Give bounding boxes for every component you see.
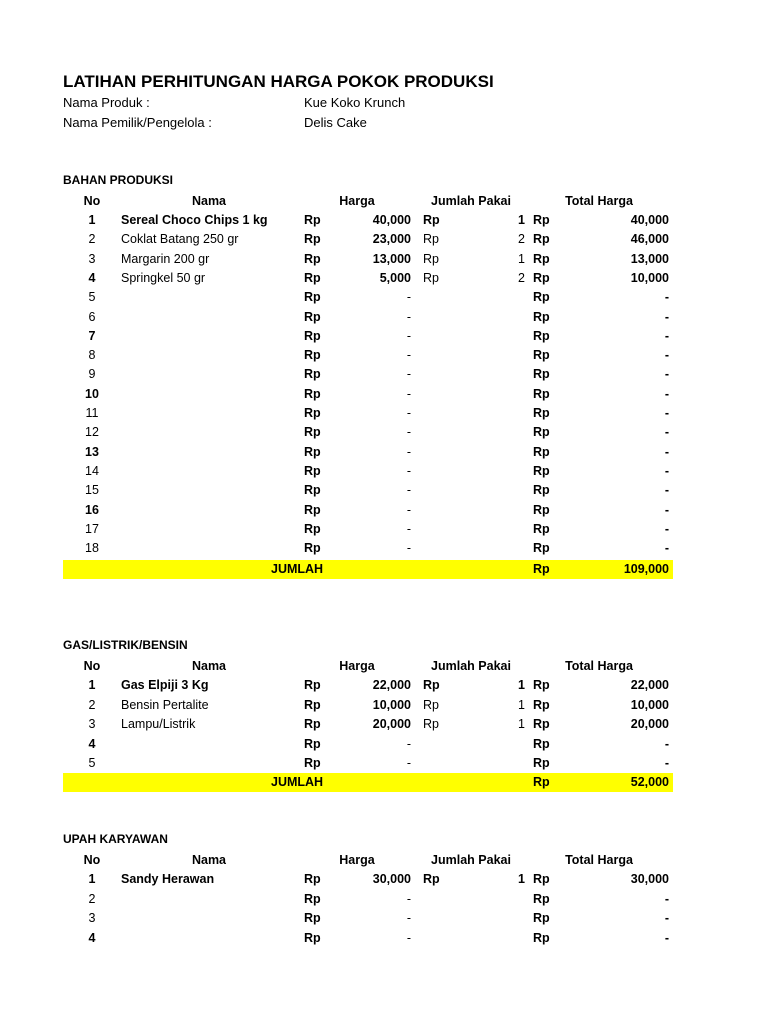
row-harga[interactable]: 10,000 xyxy=(372,697,411,712)
row-total-currency: Rp xyxy=(533,891,550,906)
header-no: No xyxy=(83,659,101,673)
header-harga: Harga xyxy=(339,194,375,208)
table-header xyxy=(63,657,673,676)
row-harga[interactable]: - xyxy=(406,911,411,925)
row-total: - xyxy=(664,367,669,382)
row-harga[interactable]: - xyxy=(406,483,411,498)
row-qty-currency: Rp xyxy=(423,251,439,266)
row-harga[interactable]: - xyxy=(406,463,411,478)
header-jumlah-pakai: Jumlah Pakai xyxy=(431,194,511,208)
row-harga-currency: Rp xyxy=(304,872,321,886)
row-total-currency: Rp xyxy=(533,756,550,770)
product-name-label: Nama Produk : xyxy=(63,95,150,110)
section-title: GAS/LISTRIK/BENSIN xyxy=(63,638,188,652)
header-total-harga: Total Harga xyxy=(565,853,633,867)
table-row xyxy=(63,501,673,520)
table-row xyxy=(63,696,673,715)
row-harga-currency: Rp xyxy=(304,309,321,324)
table-row xyxy=(63,481,673,500)
row-nama[interactable]: Springkel 50 gr xyxy=(121,270,206,285)
row-no: 4 xyxy=(88,930,96,945)
row-total: 22,000 xyxy=(630,678,669,692)
row-nama[interactable]: Sereal Choco Chips 1 kg xyxy=(121,213,268,227)
row-harga-currency: Rp xyxy=(304,521,321,536)
row-harga-currency: Rp xyxy=(304,406,321,420)
row-total: - xyxy=(664,930,669,945)
row-total: 40,000 xyxy=(630,213,669,227)
row-harga-currency: Rp xyxy=(304,717,321,731)
row-total: - xyxy=(664,463,669,478)
row-no: 6 xyxy=(88,309,96,324)
row-harga[interactable]: - xyxy=(406,521,411,536)
row-total-currency: Rp xyxy=(533,521,550,536)
row-total-currency: Rp xyxy=(533,541,550,556)
table-header xyxy=(63,851,673,870)
row-nama[interactable]: Bensin Pertalite xyxy=(121,697,209,712)
row-qty[interactable]: 1 xyxy=(518,872,525,886)
table-row xyxy=(63,676,673,695)
row-no: 18 xyxy=(85,541,99,556)
row-harga-currency: Rp xyxy=(304,232,321,247)
row-total: - xyxy=(664,521,669,536)
row-total: - xyxy=(664,328,669,343)
row-total: - xyxy=(664,502,669,517)
row-no: 8 xyxy=(88,348,96,363)
row-qty-currency: Rp xyxy=(423,213,440,227)
row-harga-currency: Rp xyxy=(304,386,321,401)
row-harga-currency: Rp xyxy=(304,756,321,770)
row-qty-currency: Rp xyxy=(423,678,440,692)
row-harga[interactable]: - xyxy=(406,502,411,517)
row-harga[interactable]: - xyxy=(406,736,411,751)
row-harga[interactable]: 5,000 xyxy=(379,270,411,285)
row-nama[interactable]: Margarin 200 gr xyxy=(121,251,210,266)
row-total: - xyxy=(664,290,669,305)
row-no: 16 xyxy=(85,502,99,517)
row-harga-currency: Rp xyxy=(304,697,321,712)
row-no: 4 xyxy=(88,736,96,751)
table-row xyxy=(63,308,673,327)
row-no: 2 xyxy=(88,232,96,247)
table-row xyxy=(63,909,673,928)
section-title: UPAH KARYAWAN xyxy=(63,832,168,846)
row-total: 10,000 xyxy=(630,697,669,712)
row-total-currency: Rp xyxy=(533,270,550,285)
table-row xyxy=(63,715,673,734)
row-harga-currency: Rp xyxy=(304,367,321,382)
row-total-currency: Rp xyxy=(533,463,550,478)
table-row xyxy=(63,365,673,384)
row-no: 3 xyxy=(88,251,96,266)
table-row xyxy=(63,211,673,230)
row-total: - xyxy=(664,483,669,498)
row-total: - xyxy=(664,911,669,925)
table-row xyxy=(63,346,673,365)
row-harga[interactable]: - xyxy=(406,328,411,343)
row-qty-currency: Rp xyxy=(423,717,439,731)
row-qty[interactable]: 1 xyxy=(518,697,525,712)
row-harga[interactable]: - xyxy=(406,930,411,945)
owner-label: Nama Pemilik/Pengelola : xyxy=(63,115,212,130)
row-harga[interactable]: - xyxy=(406,406,411,420)
row-total: 46,000 xyxy=(630,232,669,247)
product-name-value: Kue Koko Krunch xyxy=(304,95,406,110)
row-no: 10 xyxy=(85,386,99,401)
row-harga-currency: Rp xyxy=(304,736,321,751)
row-harga-currency: Rp xyxy=(304,213,321,227)
table-row xyxy=(63,404,673,423)
row-total-currency: Rp xyxy=(533,386,550,401)
table-row xyxy=(63,443,673,462)
row-total-currency: Rp xyxy=(533,406,550,420)
row-harga-currency: Rp xyxy=(304,270,321,285)
table-row xyxy=(63,250,673,269)
row-harga[interactable]: - xyxy=(406,425,411,440)
table-row xyxy=(63,929,673,948)
jumlah-currency: Rp xyxy=(533,775,550,789)
row-qty-currency: Rp xyxy=(423,697,439,712)
row-total-currency: Rp xyxy=(533,678,550,692)
header-nama: Nama xyxy=(191,194,227,208)
row-qty[interactable]: 1 xyxy=(518,717,525,731)
row-nama[interactable]: Gas Elpiji 3 Kg xyxy=(121,678,209,692)
row-harga-currency: Rp xyxy=(304,678,321,692)
header-jumlah-pakai: Jumlah Pakai xyxy=(431,659,511,673)
row-harga-currency: Rp xyxy=(304,463,321,478)
row-no: 1 xyxy=(88,213,96,227)
row-harga-currency: Rp xyxy=(304,891,321,906)
header-harga: Harga xyxy=(339,659,375,673)
row-harga[interactable]: 40,000 xyxy=(372,213,411,227)
row-harga-currency: Rp xyxy=(304,348,321,363)
jumlah-total: 52,000 xyxy=(630,775,669,789)
row-no: 5 xyxy=(88,290,96,305)
table-row xyxy=(63,288,673,307)
row-harga[interactable]: 13,000 xyxy=(372,251,411,266)
row-no: 13 xyxy=(85,444,99,459)
table-row xyxy=(63,423,673,442)
row-harga[interactable]: 30,000 xyxy=(372,872,411,886)
row-total: 30,000 xyxy=(630,872,669,886)
row-total: - xyxy=(664,425,669,440)
table-row xyxy=(63,327,673,346)
row-harga-currency: Rp xyxy=(304,502,321,517)
jumlah-total: 109,000 xyxy=(623,562,669,576)
row-no: 1 xyxy=(88,678,96,692)
row-harga-currency: Rp xyxy=(304,251,321,266)
header-no: No xyxy=(83,194,101,208)
page-title: LATIHAN PERHITUNGAN HARGA POKOK PRODUKSI xyxy=(63,72,494,91)
row-harga[interactable]: - xyxy=(406,541,411,556)
row-total: 10,000 xyxy=(630,270,669,285)
row-total-currency: Rp xyxy=(533,328,550,343)
row-total: - xyxy=(664,444,669,459)
row-qty[interactable]: 1 xyxy=(518,213,525,227)
jumlah-label: JUMLAH xyxy=(271,562,324,576)
row-no: 2 xyxy=(88,697,96,712)
jumlah-row xyxy=(63,560,673,579)
row-total: 13,000 xyxy=(630,251,669,266)
row-harga[interactable]: - xyxy=(406,756,411,770)
row-harga[interactable]: - xyxy=(406,367,411,382)
row-no: 17 xyxy=(85,521,99,536)
header-harga: Harga xyxy=(339,853,375,867)
row-qty[interactable]: 2 xyxy=(518,270,525,285)
row-total: 20,000 xyxy=(630,717,669,731)
row-total: - xyxy=(664,406,669,420)
row-nama[interactable]: Lampu/Listrik xyxy=(121,717,196,731)
row-nama[interactable]: Sandy Herawan xyxy=(121,872,215,886)
row-total-currency: Rp xyxy=(533,309,550,324)
row-total-currency: Rp xyxy=(533,502,550,517)
row-harga-currency: Rp xyxy=(304,444,321,459)
jumlah-currency: Rp xyxy=(533,562,550,576)
row-total: - xyxy=(664,348,669,363)
jumlah-row xyxy=(63,773,673,792)
row-total-currency: Rp xyxy=(533,232,550,247)
row-harga[interactable]: 22,000 xyxy=(372,678,411,692)
table-row xyxy=(63,890,673,909)
row-harga-currency: Rp xyxy=(304,425,321,440)
owner-value: Delis Cake xyxy=(304,115,367,130)
row-total: - xyxy=(664,891,669,906)
row-qty[interactable]: 1 xyxy=(518,678,525,692)
header-total-harga: Total Harga xyxy=(565,659,633,673)
row-no: 12 xyxy=(85,425,99,440)
row-no: 3 xyxy=(88,717,96,731)
row-total-currency: Rp xyxy=(533,213,550,227)
row-harga[interactable]: 20,000 xyxy=(372,717,411,731)
row-total-currency: Rp xyxy=(533,717,550,731)
row-harga[interactable]: - xyxy=(406,386,411,401)
row-harga[interactable]: - xyxy=(406,444,411,459)
table-row xyxy=(63,462,673,481)
table-row xyxy=(63,230,673,249)
row-no: 3 xyxy=(88,911,96,925)
row-total-currency: Rp xyxy=(533,911,550,925)
row-no: 14 xyxy=(85,463,99,478)
row-total-currency: Rp xyxy=(533,736,550,751)
table-row xyxy=(63,754,673,773)
row-total-currency: Rp xyxy=(533,290,550,305)
row-total-currency: Rp xyxy=(533,444,550,459)
table-row xyxy=(63,520,673,539)
row-harga-currency: Rp xyxy=(304,290,321,305)
header-no: No xyxy=(83,853,101,867)
table-row xyxy=(63,870,673,889)
row-qty-currency: Rp xyxy=(423,270,439,285)
row-harga[interactable]: - xyxy=(406,290,411,305)
row-harga-currency: Rp xyxy=(304,328,321,343)
section-title: BAHAN PRODUKSI xyxy=(63,173,174,187)
row-qty[interactable]: 1 xyxy=(518,251,525,266)
row-qty[interactable]: 2 xyxy=(518,232,525,247)
table-row xyxy=(63,385,673,404)
row-harga-currency: Rp xyxy=(304,930,321,945)
table-row xyxy=(63,735,673,754)
row-harga-currency: Rp xyxy=(304,541,321,556)
row-no: 9 xyxy=(88,367,96,382)
row-no: 5 xyxy=(88,756,96,770)
row-no: 11 xyxy=(85,406,99,420)
header-nama: Nama xyxy=(191,659,227,673)
row-total-currency: Rp xyxy=(533,483,550,498)
row-total: - xyxy=(664,756,669,770)
row-total-currency: Rp xyxy=(533,872,550,886)
row-total-currency: Rp xyxy=(533,367,550,382)
row-total-currency: Rp xyxy=(533,697,550,712)
row-total-currency: Rp xyxy=(533,425,550,440)
row-no: 4 xyxy=(88,270,96,285)
row-nama[interactable]: Coklat Batang 250 gr xyxy=(121,232,239,247)
row-total-currency: Rp xyxy=(533,930,550,945)
jumlah-label: JUMLAH xyxy=(271,775,324,789)
row-qty-currency: Rp xyxy=(423,232,439,247)
row-harga-currency: Rp xyxy=(304,483,321,498)
row-total: - xyxy=(664,736,669,751)
table-row xyxy=(63,539,673,558)
row-qty-currency: Rp xyxy=(423,872,440,886)
row-no: 7 xyxy=(88,328,96,343)
row-total: - xyxy=(664,541,669,556)
header-jumlah-pakai: Jumlah Pakai xyxy=(431,853,511,867)
header-total-harga: Total Harga xyxy=(565,194,633,208)
table-header xyxy=(63,192,673,211)
row-total: - xyxy=(664,386,669,401)
table-row xyxy=(63,269,673,288)
row-harga[interactable]: - xyxy=(406,891,411,906)
row-total-currency: Rp xyxy=(533,348,550,363)
row-total-currency: Rp xyxy=(533,251,550,266)
header-nama: Nama xyxy=(191,853,227,867)
row-no: 1 xyxy=(88,872,96,886)
row-harga[interactable]: - xyxy=(406,348,411,363)
row-harga[interactable]: - xyxy=(406,309,411,324)
row-total: - xyxy=(664,309,669,324)
row-harga[interactable]: 23,000 xyxy=(372,232,411,247)
row-no: 15 xyxy=(85,483,99,498)
row-no: 2 xyxy=(88,891,96,906)
row-harga-currency: Rp xyxy=(304,911,321,925)
